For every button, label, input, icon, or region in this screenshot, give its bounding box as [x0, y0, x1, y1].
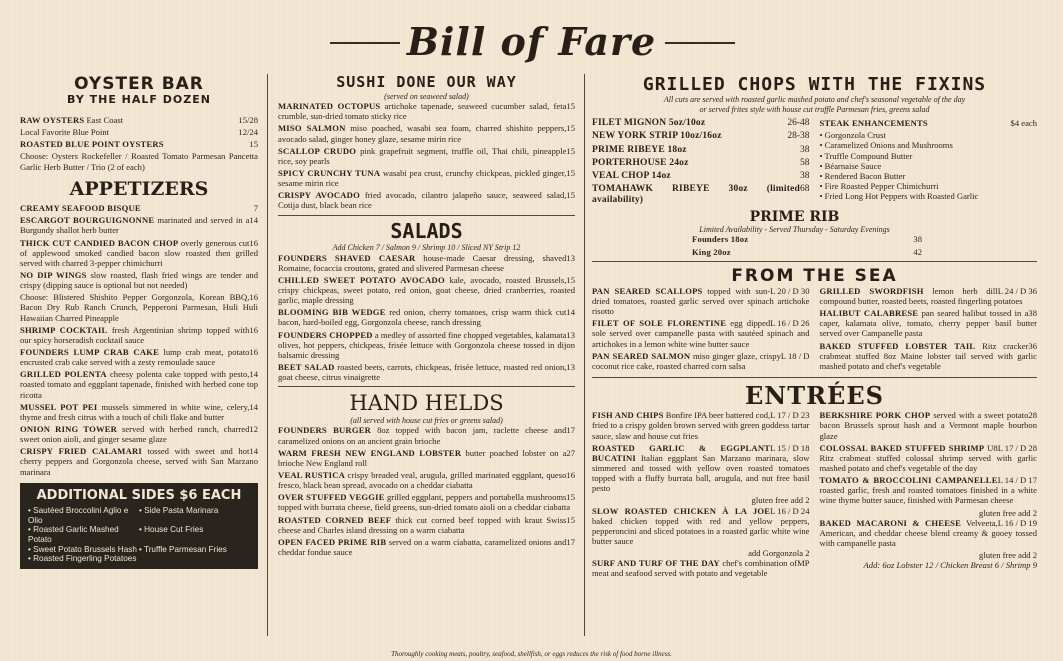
item-description: East Coast: [86, 115, 124, 126]
menu-item: [692, 234, 922, 244]
item-description: marinated and served in a Burgundy shallot herb butter: [20, 215, 250, 236]
item-name: MISO SALMON: [278, 123, 346, 134]
menu-item: [278, 425, 575, 445]
title-ornament-right: [665, 42, 735, 44]
menu-item: [20, 238, 258, 268]
item-name: THICK CUT CANDIED BACON CHOP: [20, 237, 179, 248]
item-description: wasabi pea crust, crunchy chickpeas, pickled ginger, sesame mirin rice: [278, 167, 567, 189]
item-name: ROASTED GARLIC & EGGPLANT BUCATINI: [592, 442, 771, 463]
item-description: lump crab meat, potato encrusted crab cake served with a zesty remoulade sauce: [20, 346, 250, 368]
menu-item: [278, 362, 575, 382]
additional-sides-heading: ADDITIONAL SIDES $6 EACH: [36, 487, 242, 503]
grill-block: [592, 118, 1037, 208]
item-name: FOUNDERS BURGER: [278, 425, 372, 436]
menu-item: [820, 443, 1038, 473]
item-price: 16: [566, 470, 575, 481]
menu-item: [278, 492, 575, 512]
item-name: ONION RING TOWER: [20, 423, 118, 434]
menu-item: [20, 203, 258, 213]
item-name: CRISPY FRIED CALAMARI: [20, 446, 142, 457]
oyster-bar-subheading: BY THE HALF DOZEN: [67, 93, 211, 107]
menu-item: [20, 424, 258, 444]
right-column: [592, 74, 1037, 581]
menu-item: [278, 253, 575, 273]
menu-item: [820, 286, 1038, 306]
item-price: 38: [800, 170, 810, 181]
section-divider: [278, 386, 575, 387]
entrees-heading: ENTRÉES: [745, 380, 884, 410]
item-name: NEW YORK STRIP 10oz/16oz: [592, 131, 722, 142]
item-price: 13: [566, 361, 575, 372]
side-item: • Truffle Parmesan Fries: [139, 544, 227, 554]
item-price: L 24 / D 36: [997, 285, 1037, 296]
item-price: 15: [249, 139, 258, 150]
item-description: Choose: Blistered Shishito Pepper Gorgonzola, Korean BBQ, Bacon Dry Rub Ranch Crunch, Pepperoni Parmesan, Huli Huli Hawaiian Charred Pineapple: [20, 292, 258, 323]
item-name: SCALLOP CRUDO: [278, 145, 357, 156]
menu-item: [592, 410, 810, 440]
sides-grid: [28, 506, 250, 564]
item-description: cheesy polenta cake topped with pesto, roasted tomato and eggplant tapenade, finished with herbed cone top ricotta: [20, 369, 258, 400]
oyster-list: [20, 115, 258, 172]
item-price: 26-48: [787, 118, 810, 129]
sushi-list: [278, 101, 575, 210]
item-description: overly generous cut of applewood smoked candied bacon slow roasted then grilled served with charred 3-pepper chimichurri: [20, 237, 258, 268]
item-name: SLOW ROASTED CHICKEN À LA JOE: [592, 505, 771, 516]
menu-item: [592, 171, 810, 182]
item-name: COLOSSAL BAKED STUFFED SHRIMP: [819, 442, 985, 453]
item-name: FILET OF SOLE FLORENTINE: [592, 318, 727, 329]
item-name: HALIBUT CALABRESE: [819, 308, 919, 319]
item-description: chef's combination of meat and seafood served with potato and vegetable: [592, 558, 798, 579]
section-divider: [592, 261, 1037, 262]
menu-item: [278, 101, 575, 121]
item-name: RAW OYSTERS: [20, 115, 85, 126]
item-price: 15: [566, 145, 575, 156]
menu-item: [592, 443, 810, 494]
menu-item: [20, 369, 258, 399]
menu-item: [278, 470, 575, 490]
item-price: 12/24: [238, 127, 258, 138]
menu-item: [592, 351, 810, 371]
item-price: 17: [566, 425, 575, 436]
item-description: grilled eggplant, peppers and portabella mushrooms topped with burrata cheese, field greens, sun-dried tomato aioli on a cheddar ciabatta: [278, 492, 571, 513]
item-name: NO DIP WINGS: [20, 269, 87, 280]
sea-right-list: [820, 286, 1038, 373]
menu-item: [278, 448, 575, 468]
item-price: 15: [566, 167, 575, 178]
item-name: PAN SEARED SCALLOPS: [592, 285, 703, 296]
item-price: 42: [913, 246, 922, 257]
item-price: 14: [249, 369, 258, 380]
menu-item: [592, 118, 810, 129]
side-item: • Sautéed Broccolini Aglio e Olio: [28, 505, 129, 525]
item-price: L 14 / D 17: [997, 475, 1037, 486]
item-note: gluten free add 2: [979, 550, 1037, 561]
item-description: slow roasted, flash fried wings are tender and crispy (dipping sauce is optional but not needed): [20, 269, 258, 291]
prime-rib-list: [692, 234, 922, 256]
item-description: mussels simmered in white wine, celery, thyme and fresh citrus with a touch of chili flake and butter: [20, 401, 250, 422]
prime-rib-heading: PRIME RIB: [749, 208, 840, 225]
menu-item: [20, 446, 258, 476]
handhelds-list: [278, 425, 575, 557]
enhancements-heading: STEAK ENHANCEMENTS: [819, 118, 928, 129]
item-name: MARINATED OCTOPUS: [278, 101, 381, 112]
item-price: L 18 / D: [780, 350, 810, 361]
item-name: GRILLED POLENTA: [20, 369, 107, 380]
item-description: egg dipped sole served over campanelle pasta with sautéed spinach and artichokes in a lemon white wine butter sauce: [592, 318, 810, 349]
item-price: 15/28: [238, 115, 258, 126]
item-name: FISH AND CHIPS: [592, 410, 664, 421]
sea-left-list: [592, 286, 810, 373]
item-name: GRILLED SWORDFISH: [819, 285, 924, 296]
item-name: SURF AND TURF OF THE DAY: [592, 558, 720, 569]
item-price: 68: [800, 184, 810, 195]
item-description: artichoke tapenade, seaweed cucumber salad, feta crumble, sun-dried tomato sticky rice: [278, 101, 567, 122]
item-name: VEAL RUSTICA: [278, 470, 346, 481]
item-name: PAN SEARED SALMON: [592, 350, 691, 361]
menu-item: [20, 139, 258, 149]
enhancements-list: [820, 130, 1038, 201]
item-name: ESCARGOT BOURGUIGNONNE: [20, 215, 155, 226]
menu-item: [592, 184, 810, 206]
entrees-right-list: [820, 410, 1038, 560]
menu-item: [592, 318, 810, 348]
item-description: Ritz cracker crabmeat stuffed 8oz Maine lobster tail served with garlic mashed potato and chef's vegetable: [819, 340, 1037, 371]
menu-item: [20, 151, 258, 171]
item-price: L 16 / D 19: [997, 517, 1037, 528]
section-divider: [592, 377, 1037, 378]
oyster-bar-heading: OYSTER BAR: [74, 74, 204, 94]
item-name: King 20oz: [692, 246, 731, 257]
item-name: FOUNDERS LUMP CRAB CAKE: [20, 346, 160, 357]
menu-item: [820, 518, 1038, 548]
item-price: 27: [566, 447, 575, 458]
item-name: PRIME RIBEYE 18oz: [592, 144, 687, 155]
menu-item: [592, 558, 810, 578]
item-name: PORTERHOUSE 24oz: [592, 157, 689, 168]
item-price: L 16 / D 24: [770, 505, 810, 516]
sushi-heading: SUSHI DONE OUR WAY: [336, 73, 517, 91]
item-price: 38: [1028, 308, 1037, 319]
section-divider: [278, 215, 575, 216]
item-price: 16: [249, 324, 258, 335]
item-name: SHRIMP COCKTAIL: [20, 324, 108, 335]
item-price: 16: [249, 346, 258, 357]
item-name: OVER STUFFED VEGGIE: [278, 492, 385, 503]
item-price: L 15 / D 18: [770, 442, 810, 453]
menu-item: [592, 131, 810, 142]
salads-list: [278, 253, 575, 383]
item-price: 15: [566, 492, 575, 503]
item-price: 7: [253, 203, 258, 214]
menu-item: [278, 168, 575, 188]
item-price: 16: [249, 237, 258, 248]
item-price: 15: [566, 514, 575, 525]
menu-item: [20, 402, 258, 422]
item-name: FILET MIGNON 5oz/10oz: [592, 118, 706, 129]
enhancement-item: • Caramelized Onions and Mushrooms: [819, 140, 953, 151]
item-note: gluten free add 2: [979, 507, 1037, 518]
item-price: 15: [566, 123, 575, 134]
item-name: TOMAHAWK RIBEYE 30oz (limited availability): [592, 184, 800, 206]
item-price: 13: [566, 329, 575, 340]
menu-item: [278, 537, 575, 557]
item-name: BAKED STUFFED LOBSTER TAIL: [819, 340, 976, 351]
enhancement-item: • Rendered Bacon Butter: [819, 170, 906, 181]
salads-heading: SALADS: [390, 218, 463, 243]
item-price: 15: [566, 101, 575, 112]
menu-item: [278, 190, 575, 210]
item-description: served with a sweet potato bacon Brussels sprout hash and a Vermont maple bourbon glaze: [819, 410, 1037, 441]
middle-column: [278, 74, 575, 559]
item-description: butter poached lobster on a brioche New England roll: [278, 447, 567, 468]
item-description: served with herbed ranch, charred sweet onion aioli, and ginger sesame glaze: [20, 423, 250, 445]
item-description: roasted beets, carrots, chickpeas, frisée lettuce, roasted red onion, goat cheese, citrus vinaigrette: [278, 361, 567, 383]
enhancement-item: • Fire Roasted Pepper Chimichurri: [819, 180, 939, 191]
item-description: baked chicken topped with red and yellow peppers, pepperoncini and sliced potatoes in a roasted garlic white wine butter sauce: [592, 515, 810, 546]
sushi-subheading: (served on seaweed salad): [384, 91, 469, 101]
item-description: Choose: Oysters Rockefeller / Roasted Tomato Parmesan Pancetta Garlic Herb Butter / Trio (2 of each): [20, 151, 258, 172]
enhancement-item: • Fried Long Hot Peppers with Roasted Garlic: [819, 191, 979, 202]
item-description: pink grapefruit segment, truffle oil, Thai chili, pineapple rice, soy pearls: [278, 145, 567, 166]
item-name: OPEN FACED PRIME RIB: [278, 536, 387, 547]
item-description: red onion, cherry tomatoes, crisp warm thick cut bacon, hard-boiled egg, Gorgonzola cheese, ranch dressing: [278, 307, 567, 328]
sea-heading: FROM THE SEA: [731, 265, 898, 286]
item-description: lemon herb dill compound butter, roasted beets, roasted fingerling potatoes: [819, 285, 1023, 306]
sea-block: [592, 286, 1037, 373]
item-price: 28: [1028, 410, 1037, 421]
grill-list: [592, 118, 810, 208]
side-item: • Sweet Potato Brussels Hash: [28, 544, 137, 554]
enhancement-item: • Béarnaise Sauce: [819, 160, 882, 171]
item-description: fresh Argentinian shrimp topped with our spicy horseradish cocktail sauce: [20, 324, 250, 345]
handhelds-heading: HAND HELDS: [349, 391, 504, 416]
item-name: CHILLED SWEET POTATO AVOCADO: [278, 274, 445, 285]
item-description: topped with sun-dried tomatoes, roasted garlic served over spinach artichoke risotto: [592, 285, 810, 317]
side-item: • Roasted Garlic Mashed Potato: [28, 525, 119, 544]
item-price: L 17 / D 28: [997, 442, 1037, 453]
item-note: add Gorgonzola 2: [748, 548, 810, 559]
salads-subheading: Add Chicken 7 / Salmon 9 / Shrimp 10 / Sliced NY Strip 12: [332, 243, 521, 253]
column-divider: [584, 74, 585, 636]
item-description: miso poached, wasabi sea foam, charred shishito peppers, avocado salad, ginger honey glaze, sesame mirin rice: [278, 123, 567, 144]
item-description: Velveeta, American, and cheddar cheese blend creamy & gooey tossed with campanelle pasta: [819, 517, 1037, 548]
entrees-block: [592, 410, 1037, 580]
enhancement-item: • Truffle Compound Butter: [819, 150, 913, 161]
item-name: MUSSEL POT PEI: [20, 401, 98, 412]
appetizers-heading: APPETIZERS: [69, 177, 209, 200]
item-name: CREAMY SEAFOOD BISQUE: [20, 203, 141, 214]
menu-item: [20, 325, 258, 345]
item-price: 15: [566, 274, 575, 285]
item-description: 8oz topped with bacon jam, raclette cheese and caramelized onions on an ancient grain brioche: [278, 425, 567, 446]
item-price: 28-38: [787, 131, 810, 142]
item-description: Italian eggplant San Marzano marinara, slow simmered and tossed with yellow oven roasted tomatoes topped with a fluffy burrata ball, arugula, and nut free basil pesto: [592, 452, 810, 494]
item-description: house-made Caesar dressing, shaved Romaine, focaccia croutons, grated and slivered Parmesan cheese: [278, 252, 567, 273]
grill-subheading-1: All cuts are served with roasted garlic mashed potato and chef's seasonal vegetable of the day: [663, 95, 966, 105]
menu-item: [592, 158, 810, 169]
left-column: [20, 74, 258, 569]
item-description: Bonfire IPA beer battered cod, fried to a crispy golden brown served with green goddess tartar sauce, slaw and house cut fries: [592, 410, 810, 441]
item-name: BEET SALAD: [278, 361, 335, 372]
entrees-add-line: Add: 6oz Lobster 12 / Chicken Breast 6 / Shrimp 9: [863, 560, 1037, 571]
item-price: 58: [800, 157, 810, 168]
menu-item: [20, 115, 258, 125]
menu-item: [278, 123, 575, 143]
item-price: MP: [797, 558, 810, 569]
menu-item: [592, 145, 810, 156]
item-description: tossed with sweet and hot cherry peppers and Gorgonzola cheese, served with San Marzano marinara: [20, 446, 258, 477]
item-price: L 17 / D 23: [770, 410, 810, 421]
item-price: L 16 / D 26: [770, 318, 810, 329]
menu-item: [278, 146, 575, 166]
item-description: thick cut corned beef topped with kraut Swiss cheese and Charles island dressing on a warm ciabatta: [278, 514, 567, 535]
menu-item: [278, 307, 575, 327]
item-description: kale, avocado, roasted Brussels, crispy chickpeas, sweet potato, red onion, goat cheese, dried cranberries, roasted garlic, maple dressing: [278, 274, 575, 306]
grill-heading: GRILLED CHOPS WITH THE FIXINS: [642, 74, 987, 95]
column-divider: [267, 74, 268, 636]
item-price: 12: [249, 423, 258, 434]
menu-item: [20, 347, 258, 367]
menu-item: [692, 247, 922, 257]
menu-title: Bill of Fare: [406, 19, 657, 64]
item-description: U8 Ritz crabmeat stuffed colossal shrimp served with garlic mashed potato and chef's vegetable of the day: [819, 442, 1037, 473]
item-description: roasted garlic, fresh and roasted tomatoes finished in a white wine thyme butter sauce, finished with Parmesan cheese: [819, 485, 1037, 506]
item-name: FOUNDERS SHAVED CAESAR: [278, 252, 416, 263]
additional-sides-box: [20, 483, 258, 569]
menu-item: [20, 292, 258, 322]
menu-item: [20, 127, 258, 137]
grill-subheading-2: or served frites style with house cut truffle Parmesan fries, greens salad: [699, 104, 930, 114]
menu-item: [820, 341, 1038, 371]
item-price: 36: [1028, 340, 1037, 351]
side-item: • Roasted Fingerling Potatoes: [28, 554, 137, 564]
item-name: VEAL CHOP 14oz: [592, 170, 671, 181]
item-description: served on a warm ciabatta, caramelized onions and cheddar fondue sauce: [278, 536, 567, 557]
item-price: 17: [566, 536, 575, 547]
item-description: fried avocado, cilantro jalapeño sauce, seaweed salad, Cotija dust, black bean rice: [278, 190, 567, 211]
item-name: FOUNDERS CHOPPED: [278, 329, 373, 340]
menu-item: [820, 308, 1038, 338]
item-description: crispy breaded veal, arugula, grilled marinated eggplant, queso fresco, black bean spread, avocado on a cheddar ciabatta: [278, 470, 567, 491]
item-price: 13: [566, 252, 575, 263]
item-name: ROASTED BLUE POINT OYSTERS: [20, 139, 164, 150]
menu-item: [820, 410, 1038, 440]
menu-item: [592, 286, 810, 316]
appetizers-list: [20, 203, 258, 477]
item-price: 14: [249, 401, 258, 412]
item-description: miso ginger glaze, crispy coconut rice cake, roasted charred corn salsa: [592, 350, 781, 371]
item-name: WARM FRESH NEW ENGLAND LOBSTER: [278, 447, 462, 458]
item-price: 38: [800, 144, 810, 155]
item-price: L 20 / D 30: [770, 285, 810, 296]
entrees-left-list: [592, 410, 810, 580]
item-price: 14: [566, 307, 575, 318]
side-item-empty: [139, 554, 250, 564]
enhancements-price: $4 each: [1010, 118, 1037, 129]
menu-item: [820, 475, 1038, 505]
menu-item: [278, 330, 575, 360]
food-safety-footer: Thoroughly cooking meats, poultry, seafood, shellfish, or eggs reduces the risk of food borne illness.: [391, 650, 672, 658]
item-price: 15: [566, 190, 575, 201]
item-name: BERKSHIRE PORK CHOP: [819, 410, 931, 421]
menu-item: [278, 515, 575, 535]
item-description: a medley of assorted fine chopped vegetables, kalamata olives, hot peppers, chickpeas, frisée lettuce with Gorgonzola cheese tossed in dijon balsamic dressing: [278, 329, 575, 360]
item-price: 38: [913, 234, 922, 245]
side-item: • House Cut Fries: [139, 525, 204, 535]
enhancement-item: • Gorgonzola Crust: [819, 130, 886, 141]
menu-item: [278, 275, 575, 305]
item-price: 14: [249, 215, 258, 226]
menu-item: [592, 506, 810, 547]
menu-item: [20, 270, 258, 290]
steak-enhancements: [820, 118, 1038, 208]
item-description: pan seared halibut tossed in a caper, kalamata olive, tomato, cherry pepper basil butter served over Campanelle pasta: [819, 308, 1037, 339]
item-description: Local Favorite Blue Point: [20, 127, 110, 138]
side-item: • Side Pasta Marinara: [139, 505, 219, 515]
item-note: gluten free add 2: [751, 495, 810, 506]
menu-item: [20, 215, 258, 235]
item-name: Founders 18oz: [692, 234, 749, 245]
item-price: 16: [249, 292, 258, 303]
item-name: BAKED MACARONI & CHEESE: [819, 517, 962, 528]
item-name: ROASTED CORNED BEEF: [278, 514, 392, 525]
handhelds-subheading: (all served with house cut fries or greens salad): [350, 416, 503, 426]
item-name: SPICY CRUNCHY TUNA: [278, 167, 381, 178]
prime-rib-subheading: Limited Availability - Served Thursday - Saturday Evenings: [699, 225, 890, 235]
item-name: TOMATO & BROCCOLINI CAMPANELLE: [819, 475, 998, 486]
item-price: 14: [249, 446, 258, 457]
item-name: CRISPY AVOCADO: [278, 190, 360, 201]
item-name: BLOOMING BIB WEDGE: [278, 307, 386, 318]
